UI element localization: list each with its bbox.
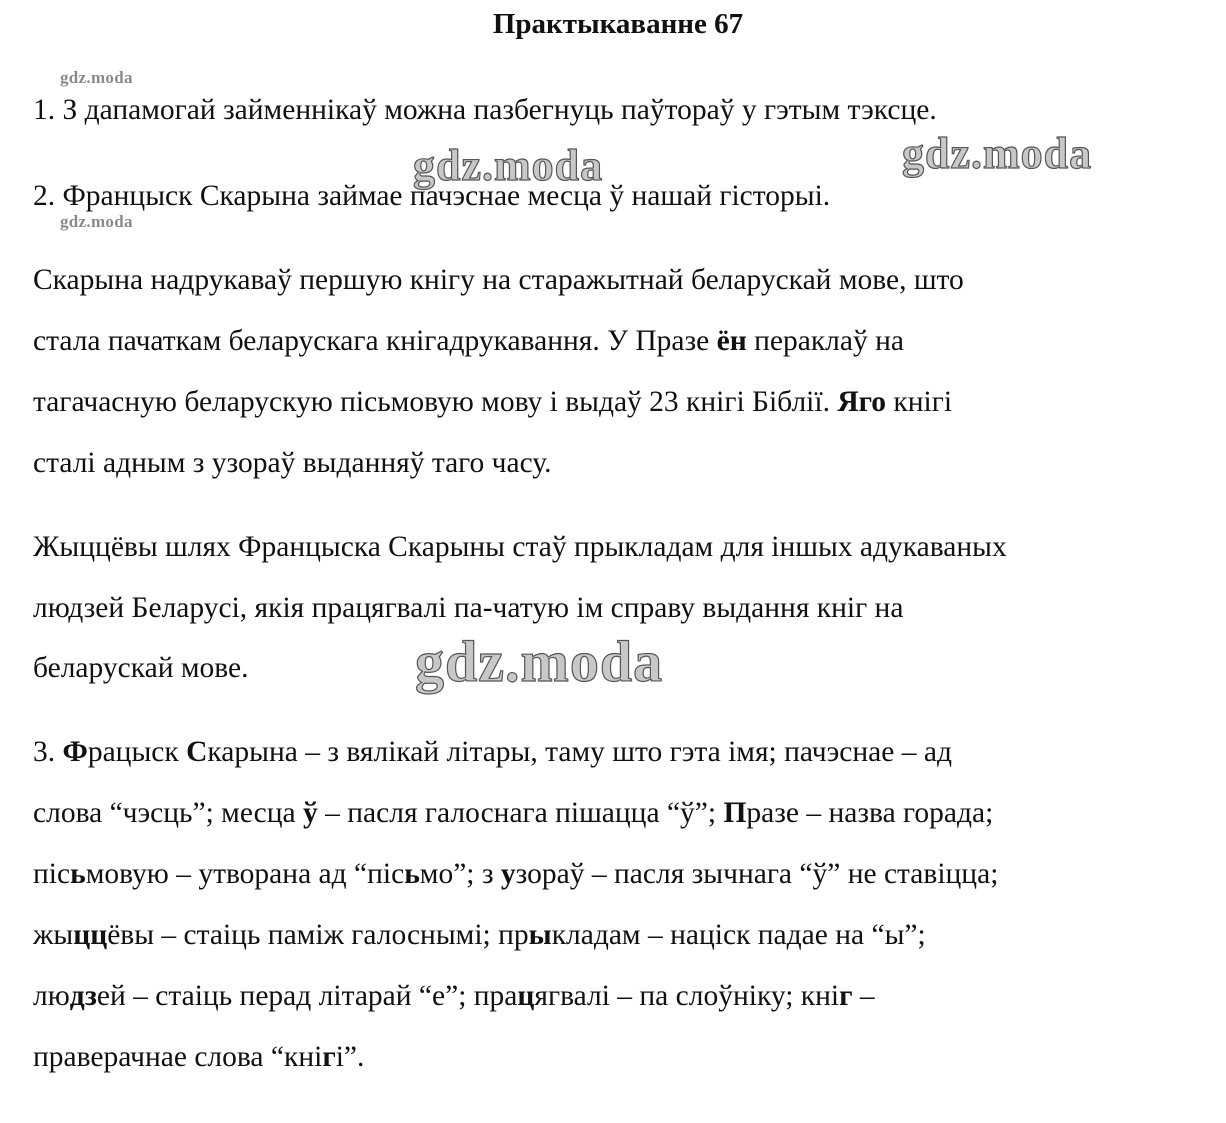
answer-3-line-5: людзей – стаіць перад літарай “е”; працягвалі – па слоўніку; кніг – — [33, 980, 875, 1012]
page-title: Практыкаванне 67 — [492, 8, 744, 40]
text1-line-1: Скарына надрукаваў першую кнігу на старажытнай беларускай мове, што — [33, 264, 964, 296]
watermark-large: gdz.moda — [413, 141, 604, 190]
text2-line-2: людзей Беларусі, якія працягвалі па-чатую ім справу выдання кніг на — [33, 592, 904, 624]
answer-3-line-3: пісьмовую – утворана ад “пісьмо”; з узораў – пасля зычнага “ў” не ставіцца; — [33, 858, 999, 890]
text2-line-3: беларускай мове. — [33, 652, 249, 684]
answer-3-line-2: слова “чэсць”; месца ў – пасля галоснага пішацца “ў”; Празе – назва горада; — [33, 797, 994, 829]
answer-3-line-4: жыццёвы – стаіць паміж галоснымі; прыкладам – націск падае на “ы”; — [33, 919, 926, 951]
watermark-small: gdz.moda — [60, 68, 133, 87]
watermark-large: gdz.moda — [902, 129, 1093, 178]
text2-line-1: Жыццёвы шлях Францыска Скарыны стаў прыкладам для іншых адукаваных — [33, 531, 1007, 563]
answer-2: 2. Францыск Скарына займае пачэснае месца ў нашай гісторыі. — [33, 180, 831, 212]
text1-line-2: стала пачаткам беларускага кнігадрукавання. У Празе ён пераклаў на — [33, 325, 904, 357]
watermark-small: gdz.moda — [60, 212, 133, 231]
text1-line-4: сталі адным з узораў выданняў таго часу. — [33, 447, 552, 479]
answer-1: 1. З дапамогай займеннікаў можна пазбегнуць паўтораў у гэтым тэксце. — [33, 94, 937, 126]
answer-3-line-6: праверачнае слова “кнігі”. — [33, 1041, 365, 1073]
watermark-large: gdz.moda — [415, 629, 664, 694]
text1-line-3: тагачасную беларускую пісьмовую мову і выдаў 23 кнігі Біблії. Яго кнігі — [33, 386, 953, 418]
answer-3-line-1: 3. Фрацыск Скарына – з вялікай літары, таму што гэта імя; пачэснае – ад — [33, 736, 952, 768]
